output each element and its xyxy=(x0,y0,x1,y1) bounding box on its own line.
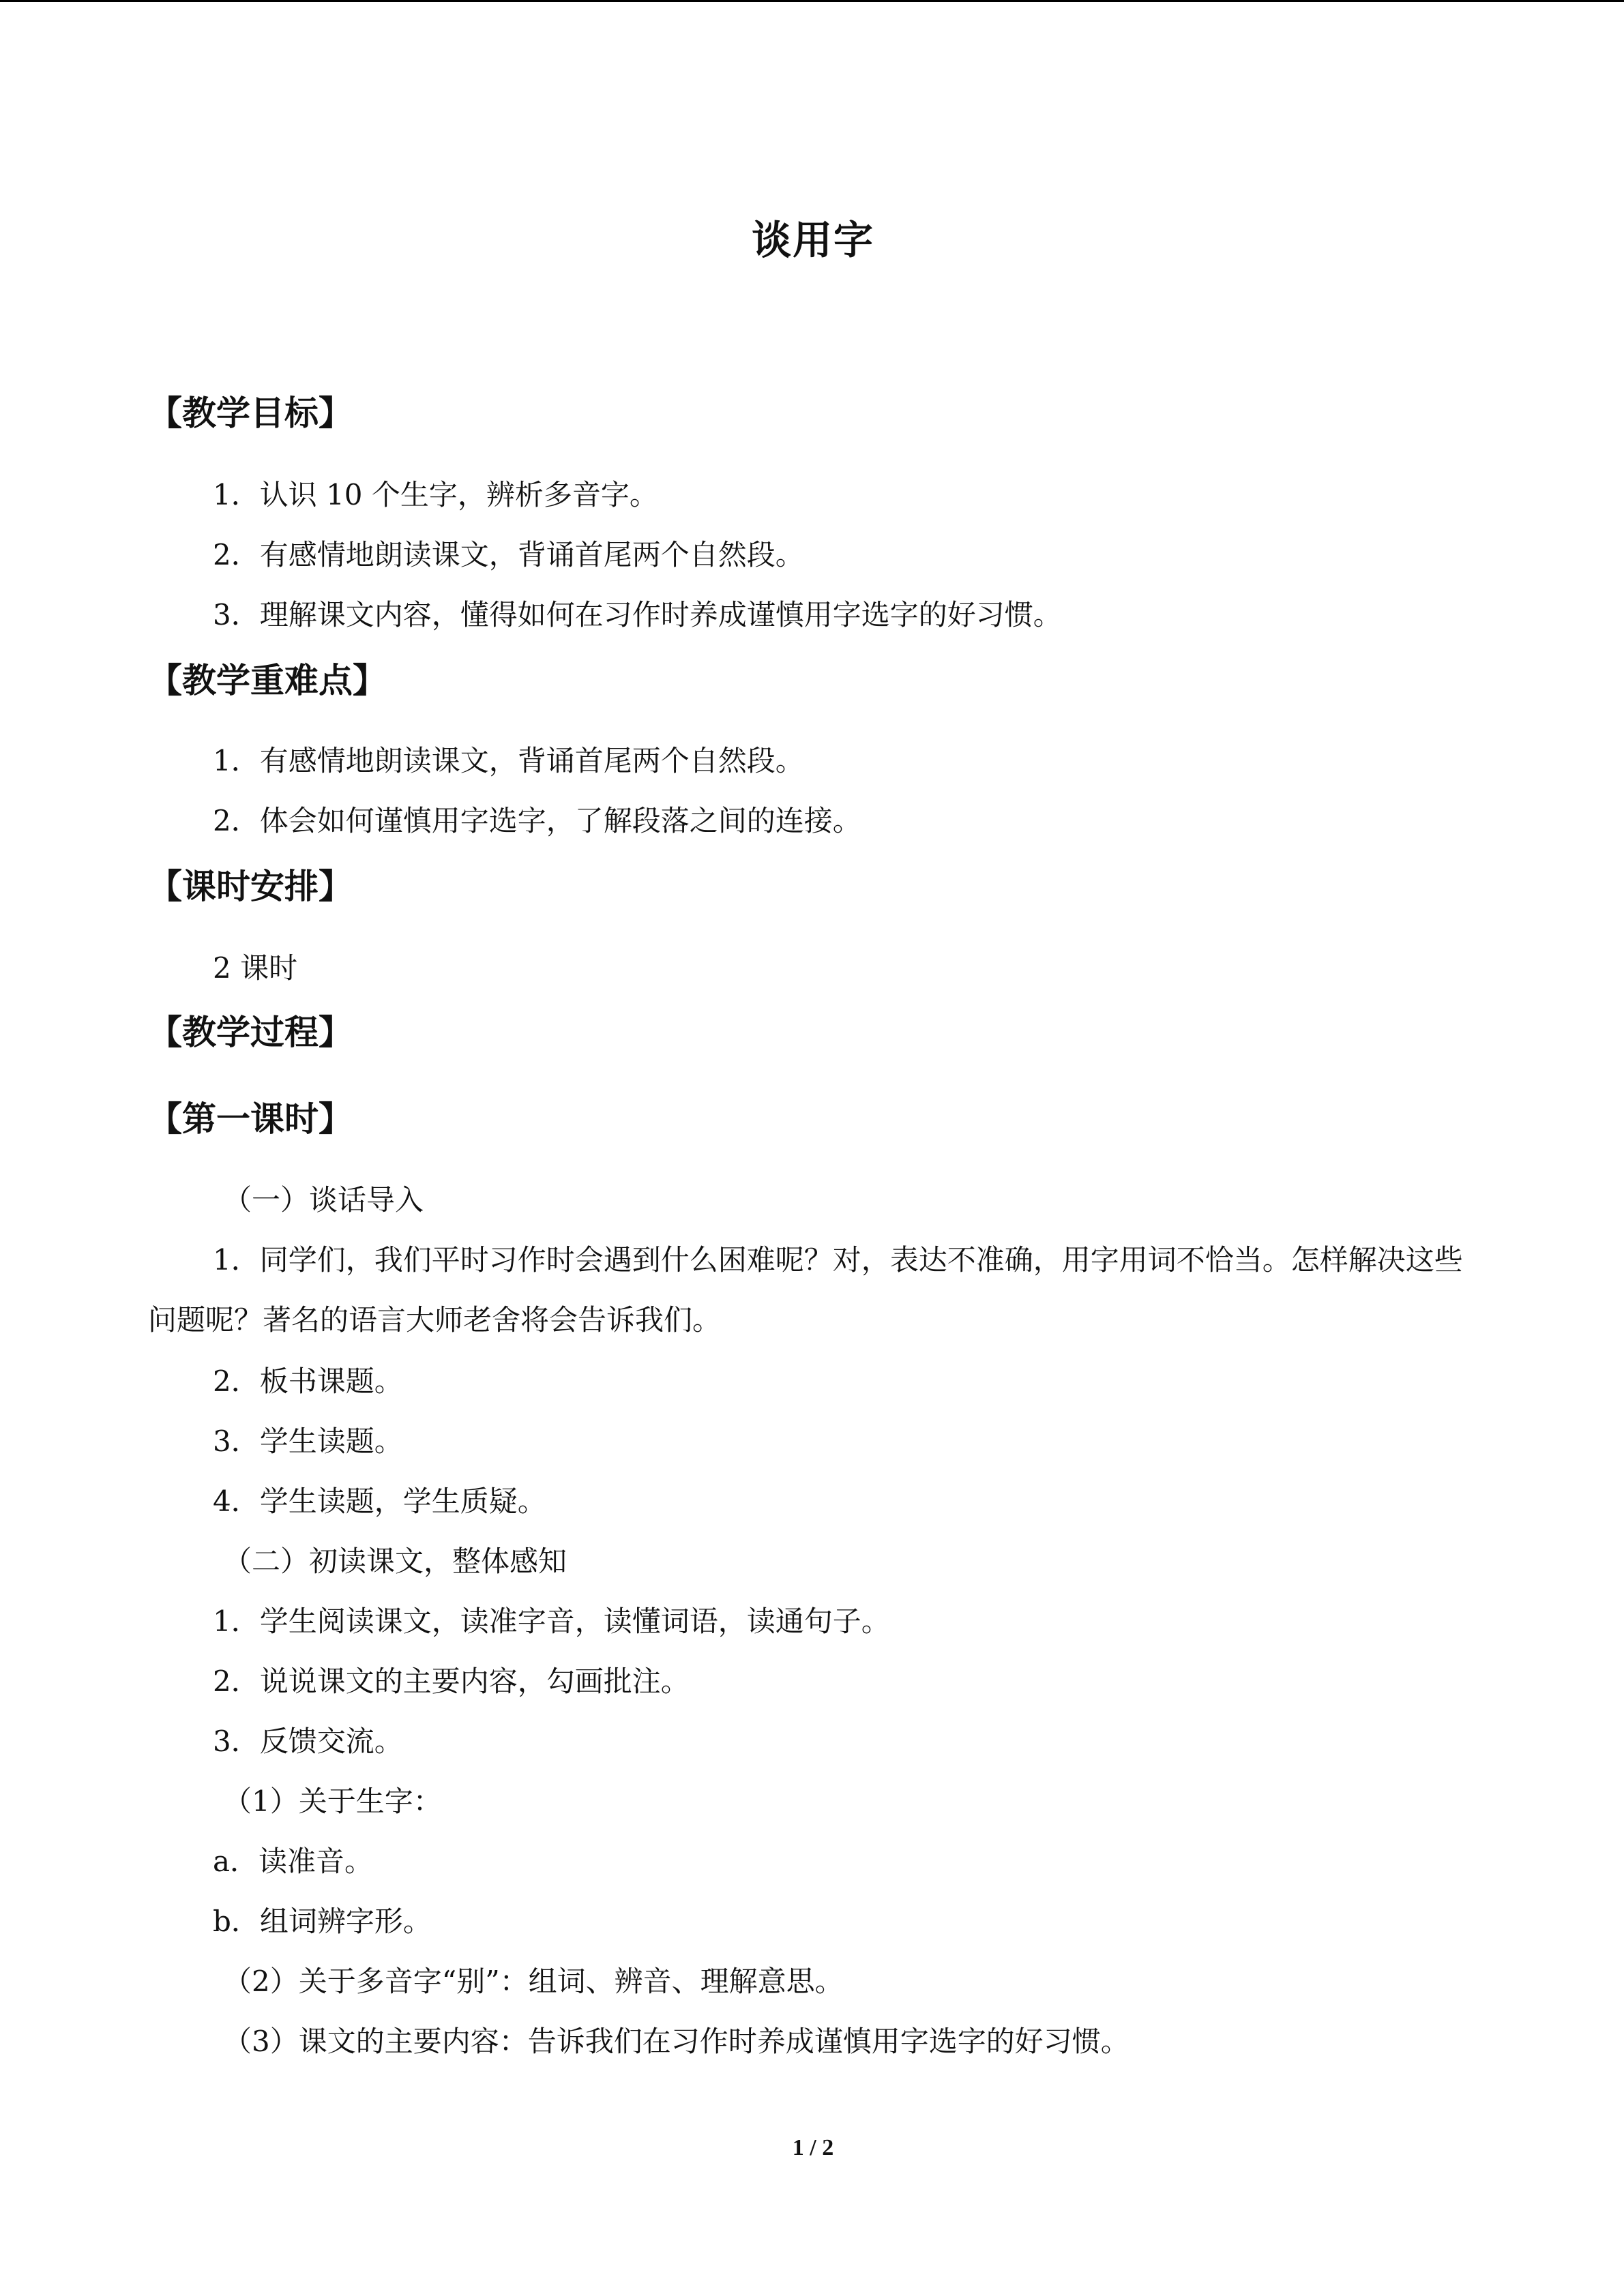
part1-item-4: 4．学生读题，学生质疑。 xyxy=(213,1485,546,1518)
sub-item-1b: b．组词辨字形。 xyxy=(213,1905,432,1938)
sub-item-2: （2）关于多音字“别”：组词、辨音、理解意思。 xyxy=(223,1965,844,1998)
part2-item-3: 3．反馈交流。 xyxy=(213,1725,403,1758)
schedule-text: 2 课时 xyxy=(213,951,298,985)
objective-item-1: 1．认识 10 个生字，辨析多音字。 xyxy=(213,478,658,511)
document-title: 谈用字 xyxy=(751,217,874,263)
schedule-heading: 【课时安排】 xyxy=(148,867,353,906)
sub-item-1: （1）关于生字： xyxy=(223,1785,442,1818)
key-point-item-1: 1．有感情地朗读课文，背诵首尾两个自然段。 xyxy=(213,744,804,777)
sub-item-1a: a．读准音。 xyxy=(213,1845,374,1878)
process-heading: 【教学过程】 xyxy=(148,1013,353,1052)
part1-item-3: 3．学生读题。 xyxy=(213,1425,403,1458)
objective-item-3: 3．理解课文内容，懂得如何在习作时养成谨慎用字选字的好习惯。 xyxy=(213,598,1062,631)
part1-item-1: 1．同学们，我们平时习作时会遇到什么困难呢？对，表达不准确，用字用词不恰当。怎样解决这些问题呢？著名的语言大师老舍将会告诉我们。 xyxy=(148,1243,1463,1337)
document-page xyxy=(148,0,1478,2296)
lesson-one-heading: 【第一课时】 xyxy=(148,1099,353,1139)
sub-item-3: （3）课文的主要内容：告诉我们在习作时养成谨慎用字选字的好习惯。 xyxy=(223,2025,1130,2058)
objectives-heading: 【教学目标】 xyxy=(148,393,353,433)
part2-item-2: 2．说说课文的主要内容，勾画批注。 xyxy=(213,1665,690,1698)
part1-title: （一）谈话导入 xyxy=(223,1183,424,1217)
part1-item-2: 2．板书课题。 xyxy=(213,1365,403,1398)
page-number: 1 / 2 xyxy=(792,2135,834,2160)
part2-item-1: 1．学生阅读课文，读准字音，读懂词语，读通句子。 xyxy=(213,1605,890,1638)
key-points-heading: 【教学重难点】 xyxy=(148,661,387,700)
key-point-item-2: 2．体会如何谨慎用字选字，了解段落之间的连接。 xyxy=(213,804,861,837)
objective-item-2: 2．有感情地朗读课文，背诵首尾两个自然段。 xyxy=(213,538,804,571)
part2-title: （二）初读课文，整体感知 xyxy=(223,1545,567,1578)
